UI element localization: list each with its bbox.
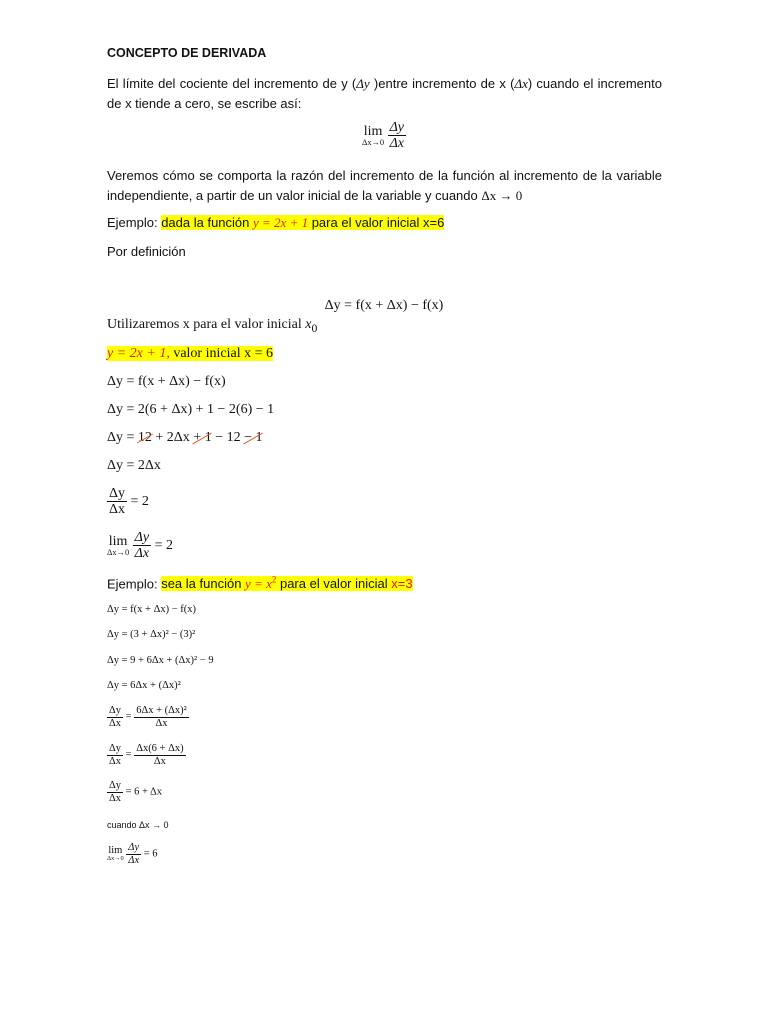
fraction-numerator: Δy [109,486,126,501]
fraction-numerator: Δy [109,743,122,754]
fraction-numerator: Δy [389,120,405,135]
ex2-step-1: Δy = f(x + Δx) − f(x) [107,604,196,615]
step-7-rhs: = 6 + Δx [125,786,163,798]
intro-text-2: )entre incremento de x ( [369,76,515,91]
paragraph-2 [107,166,662,206]
example-2-exponent: 2 [271,575,277,585]
example-2-post: para el valor inicial [276,576,392,592]
utilizaremos-text: Utilizaremos x para el valor inicial [107,317,306,332]
intro-dx: Δx [514,76,528,91]
ex2-step-6: $\frac{\Delta y}{\Delta x}$ = $\frac{\Delta x(6 + \Delta x)}{\Delta x}$ [109,743,184,767]
ex1-step-2: Δy = 2(6 + Δx) + 1 − 2(6) − 1 [107,402,275,417]
lim-subscript: Δx→0 [107,547,130,557]
ex2-step-7 [107,780,162,804]
utilizaremos-line [107,317,317,335]
step-3-term: + 2Δx [151,430,194,445]
fraction-numerator: Δx(6 + Δx) [136,743,184,754]
example-1-post: para el valor inicial x=6 [308,215,445,230]
example-label: Ejemplo: [107,215,162,230]
example-1-function: y = 2x + 1 [253,215,309,230]
ex1-step-4: Δy = 2Δx [107,458,161,473]
document-title: CONCEPTO DE DERIVADA [107,46,267,60]
fraction-denominator: Δx [109,717,122,729]
example-1-given [107,346,273,362]
ex1-step-3 [107,430,263,446]
example-2-pre: sea la función [161,576,246,592]
given-function: y = 2x + 1, [107,346,170,361]
fraction-numerator: Δy [134,530,150,545]
fraction-denominator: Δx [153,755,166,767]
utilizaremos-var: x [305,317,312,332]
definition-limit [0,120,768,152]
fraction-numerator: Δy [109,780,122,791]
step-5-rhs: = 2 [130,494,149,510]
example-2-heading [107,575,413,592]
lim-word: lim [108,533,128,549]
step-3-lhs: Δy = [107,430,138,445]
example-1-pre: dada la función [161,215,253,230]
fraction-denominator: Δx [109,792,122,804]
ex2-step-4: Δy = 6Δx + (Δx)² [107,680,181,691]
fraction-denominator: Δx [128,854,140,866]
intro-paragraph [107,74,662,114]
ex2-step-8: cuando Δx → 0 [107,820,169,830]
ex1-step-6 [107,530,173,562]
ex2-step-3: Δy = 9 + 6Δx + (Δx)² − 9 [107,655,214,666]
fraction-denominator: Δx [109,755,122,767]
ex2-step-5: $\frac{\Delta y}{\Delta x}$ = $\frac{\text{6Δx + (Δx)²}}{\Delta x}$ [109,705,187,729]
intro-dy: Δy [356,76,370,91]
step-6-rhs: = 2 [154,538,173,554]
ex2-step-2: Δy = (3 + Δx)² − (3)² [107,629,196,640]
fraction-denominator: Δx [155,717,168,729]
cancelled-term-minus-1: − 1 [244,430,263,445]
intro-text-1: El límite del cociente del incremento de y ( [107,76,357,91]
given-initial-value: valor inicial x = 6 [169,346,273,361]
fraction-denominator: Δx [389,136,405,152]
fraction-numerator: 6Δx + (Δx)² [136,705,187,716]
ex1-step-1: Δy = f(x + Δx) − f(x) [107,374,226,389]
fraction-numerator: Δy [109,705,122,716]
cancelled-term-12: 12 [137,430,152,445]
paragraph-2-tail: Δx → 0 [481,188,523,203]
intro-text-3: ) cuando el incremento de x tiende a cero, se escribe así: [107,76,662,111]
example-1-heading [107,215,444,231]
lim-subscript: Δx→0 [107,855,124,863]
cancelled-term-plus-1: + 1 [193,430,212,445]
ex2-step-9 [107,842,158,866]
fraction-denominator: Δx [134,546,150,562]
example-2-initial-value: x=3 [391,576,413,592]
ex1-step-5 [107,486,149,518]
paragraph-2-text: Veremos cómo se comporta la razón del incremento de la función al incremento de la variable independiente, a partir de un valor inicial de la variable y cuando [107,168,662,203]
example-2-function: y = x [245,576,272,592]
step-9-rhs: = 6 [143,848,158,860]
lim-word: lim [363,123,383,139]
step-3-minus-12: − 12 [211,430,245,445]
lim-word: lim [108,844,123,856]
lim-subscript: Δx→0 [361,137,385,147]
por-definicion: Por definición [107,244,186,259]
example-label: Ejemplo: [107,576,162,592]
definition-equation: Δy = f(x + Δx) − f(x) [324,298,444,313]
utilizaremos-subscript: 0 [311,321,318,335]
fraction-denominator: Δx [109,502,126,518]
fraction-numerator: Δy [128,842,140,853]
